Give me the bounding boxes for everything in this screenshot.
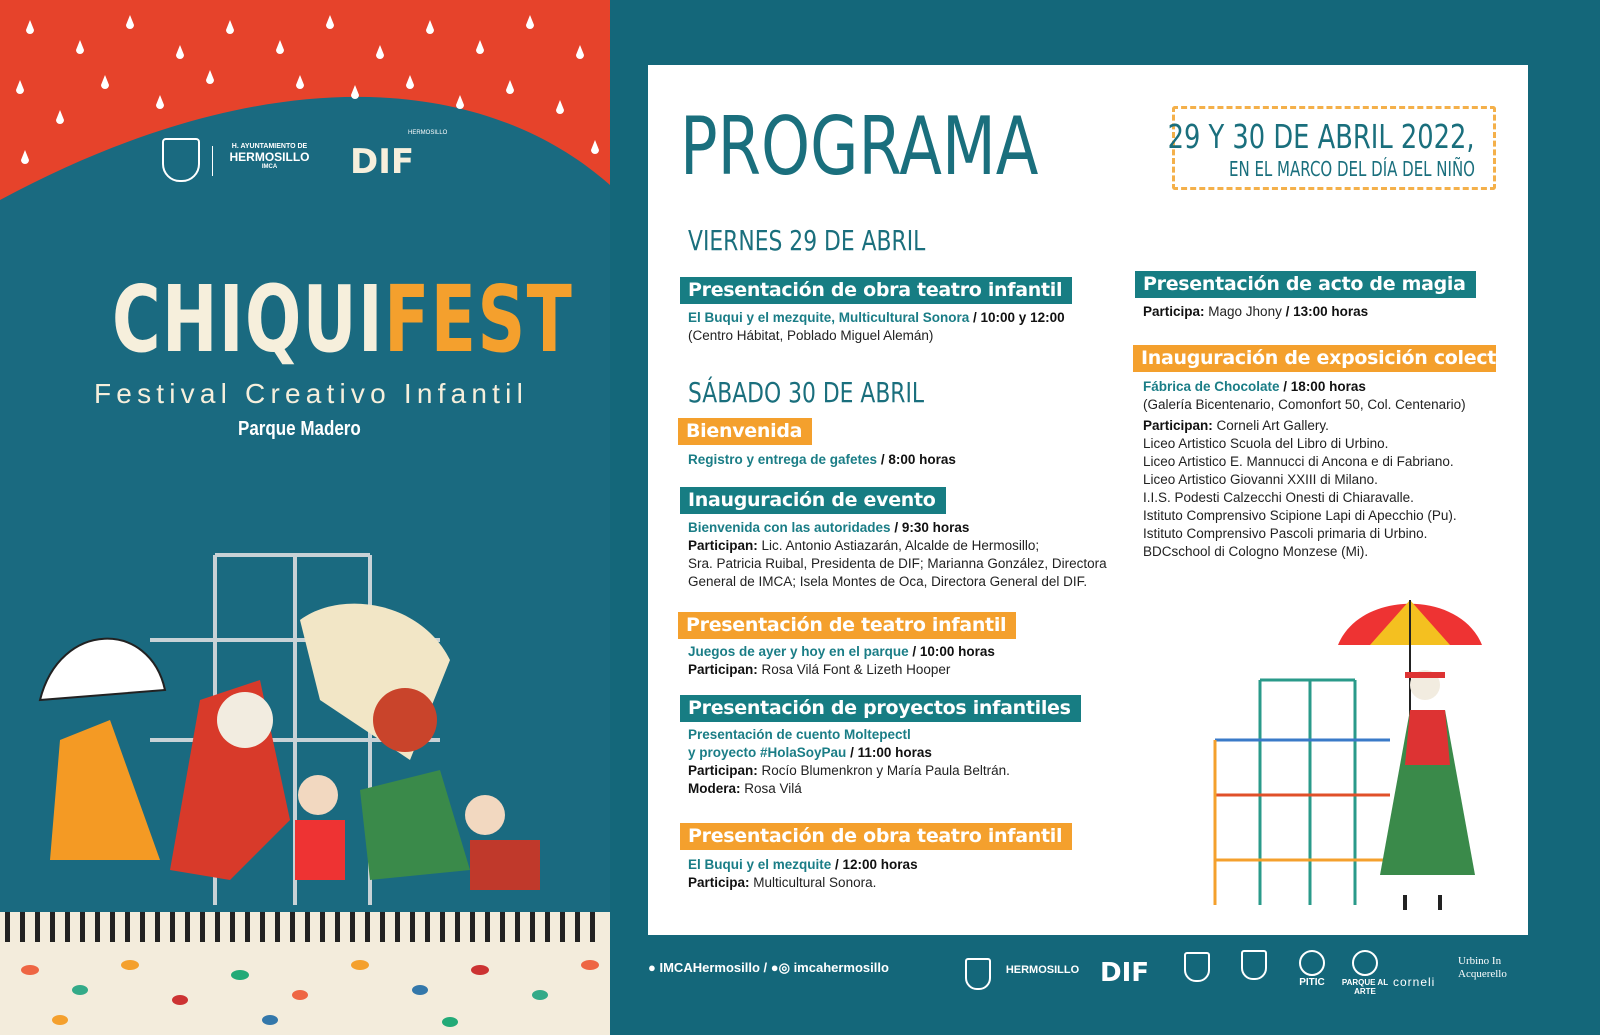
facebook-icon: ● [648, 960, 656, 975]
event-details [688, 856, 918, 892]
footer-logo-parque-al-arte: PARQUE AL ARTE [1341, 978, 1389, 996]
participants-line: Liceo Artistico Giovanni XXIII di Milano. [1143, 472, 1378, 487]
event-time: / 12:00 horas [831, 857, 918, 872]
participants-line: General de IMCA; Isela Montes de Oca, Directora General del DIF. [688, 574, 1088, 589]
logo-line: H. AYUNTAMIENTO DE [231, 143, 308, 150]
day-heading-saturday: SÁBADO 30 DE ABRIL [688, 376, 925, 409]
logo-line: HERMOSILLO [229, 150, 310, 164]
climbing-frame [1215, 680, 1390, 905]
moderator: Rosa Vilá [740, 781, 802, 796]
event-title: El Buqui y el mezquite, Multicultural Sonora [688, 310, 970, 325]
event-location: (Centro Hábitat, Poblado Miguel Alemán) [688, 328, 934, 343]
logo-line: IMCA [261, 164, 278, 170]
event-details [688, 643, 995, 679]
ayuntamiento-logo [222, 143, 317, 170]
participants-line: BDCschool di Cologno Monzese (Mi). [1143, 544, 1369, 559]
participants-line: Lic. Antonio Astiazarán, Alcalde de Hermosillo; [757, 538, 1040, 553]
day-heading-friday: VIERNES 29 DE ABRIL [688, 224, 926, 257]
participants-line: Istituto Comprensivo Scipione Lapi di Apecchio (Pu). [1143, 508, 1457, 523]
event-details [1143, 303, 1368, 321]
participants-label: Participan: [1143, 418, 1213, 433]
event-label: Bienvenida [678, 418, 812, 445]
poster-cover [0, 0, 610, 1035]
participants-line: Liceo Artistico E. Mannucci di Ancona e di Fabriano. [1143, 454, 1454, 469]
footer-logo-corneli: corneli [1393, 975, 1436, 989]
event-details [688, 519, 1107, 591]
footer-logo-hermosillo: HERMOSILLO [1005, 964, 1080, 976]
event-details [688, 309, 1065, 345]
event-label: Presentación de obra teatro infantil [680, 277, 1072, 304]
social-links [648, 960, 889, 976]
ayuntamiento-crest-icon [965, 958, 991, 990]
event-time: / 11:00 horas [846, 745, 932, 760]
event-occasion: EN EL MARCO DEL DÍA DEL NIÑO [1229, 157, 1475, 181]
event-dates: 29 Y 30 DE ABRIL 2022, [1167, 117, 1475, 156]
pitic-icon [1299, 950, 1325, 976]
event-details [688, 451, 956, 469]
event-title: Presentación de cuento Moltepectl [688, 727, 911, 742]
event-label: Inauguración de exposición colectiva [1133, 345, 1496, 372]
footer-crest-icon [1184, 952, 1210, 982]
footer-logo-dif: DIF [1100, 958, 1150, 988]
title-part-fest: FEST [384, 266, 574, 373]
participants-line: Sra. Patricia Ruibal, Presidenta de DIF; Marianna González, Directora [688, 556, 1107, 571]
participants: Mago Jhony [1204, 304, 1286, 319]
footer-logo-pitic: PITIC [1299, 977, 1325, 988]
event-title: Fábrica de Chocolate [1143, 379, 1280, 394]
participants-line: Istituto Comprensivo Pascoli primaria di Urbino. [1143, 526, 1428, 541]
footer-logo-urbino: Urbino In Acquerello [1458, 955, 1507, 980]
venue: Parque Madero [238, 418, 361, 440]
red-sky [0, 0, 610, 200]
event-time: / 10:00 horas [908, 644, 995, 659]
umbrella-girl-illustration [1210, 595, 1500, 915]
event-title: Bienvenida con las autoridades [688, 520, 891, 535]
instagram-icon: ◎ [778, 960, 790, 975]
event-details [1143, 378, 1466, 561]
participants-label: Participan: [688, 662, 758, 677]
dif-logo: DIF [350, 142, 415, 182]
ayuntamiento-crest-icon [162, 138, 200, 182]
participants-line: Corneli Art Gallery. [1212, 418, 1329, 433]
participants-label: Participa: [1143, 304, 1205, 319]
event-time: / 9:30 horas [890, 520, 970, 535]
participants-line: Liceo Artistico Scuola del Libro di Urbino. [1143, 436, 1389, 451]
social-handle[interactable]: imcahermosillo [793, 960, 889, 975]
participants-label: Participan: [688, 538, 758, 553]
title-part-chiqui: CHIQUI [112, 266, 385, 373]
participants: Rocío Blumenkron y María Paula Beltrán. [757, 763, 1010, 778]
date-box [1167, 106, 1496, 190]
event-title: El Buqui y el mezquite [688, 857, 832, 872]
participants: Rosa Vilá Font & Lizeth Hooper [757, 662, 951, 677]
event-label: Inauguración de evento [680, 487, 946, 514]
event-label: Presentación de acto de magia [1135, 271, 1476, 298]
event-label: Presentación de proyectos infantiles [680, 695, 1081, 722]
festival-subtitle: Festival Creativo Infantil [94, 378, 528, 409]
moderator-label: Modera: [688, 781, 741, 796]
event-time: / 8:00 horas [877, 452, 956, 467]
event-title: y proyecto #HolaSoyPau [688, 745, 847, 760]
participants-label: Participa: [688, 875, 750, 890]
program-title: PROGRAMA [680, 100, 1039, 193]
event-time: / 18:00 horas [1279, 379, 1366, 394]
event-location: (Galería Bicentenario, Comonfort 50, Col. Centenario) [1143, 397, 1466, 412]
event-title: Registro y entrega de gafetes [688, 452, 878, 467]
event-details [688, 726, 1010, 798]
participants: Multicultural Sonora. [749, 875, 877, 890]
event-time: / 10:00 y 12:00 [969, 310, 1065, 325]
event-title: Juegos de ayer y hoy en el parque [688, 644, 909, 659]
parque-al-arte-icon [1352, 950, 1378, 976]
event-time: / 13:00 horas [1285, 304, 1369, 319]
characters-illustration [40, 604, 540, 890]
dif-logo-arc-text: HERMOSILLO [408, 130, 448, 136]
participants-line: I.I.S. Podesti Calzecchi Onesti di Chiaravalle. [1143, 490, 1414, 505]
event-label: Presentación de teatro infantil [678, 612, 1016, 639]
event-label: Presentación de obra teatro infantil [680, 823, 1072, 850]
twitter-icon: ● [770, 960, 779, 975]
facebook-handle[interactable]: IMCAHermosillo / [659, 960, 768, 975]
footer-crest-icon [1241, 950, 1267, 980]
participants-label: Participan: [688, 763, 758, 778]
festival-title [112, 266, 573, 373]
